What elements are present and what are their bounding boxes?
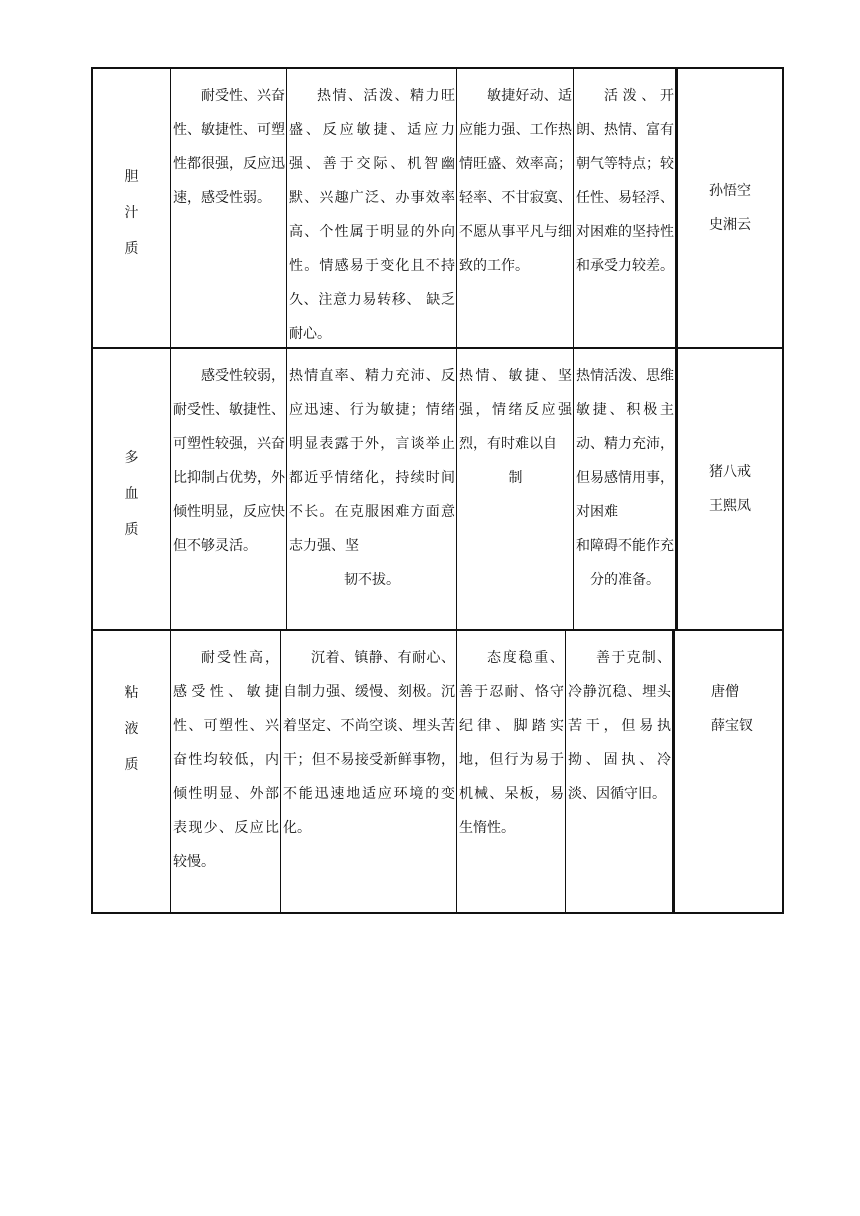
type-char: 多 xyxy=(124,450,139,466)
nervous-trait-text: 感受性较弱，耐受性、敏捷性、可塑性较强，兴奋比抑制占优势，外倾性明显，反应快但不够灵活。 xyxy=(173,368,285,554)
personality-trait-cell xyxy=(573,349,676,629)
character-name: 薛宝钗 xyxy=(711,718,753,734)
work-trait-text: 热情、敏捷、坚强，情绪反应强烈，有时难以自 xyxy=(459,368,572,452)
personality-trait-cell xyxy=(573,69,676,347)
type-char: 血 xyxy=(124,486,139,502)
work-trait-cell xyxy=(456,631,565,912)
temperament-table xyxy=(91,67,784,914)
behavior-trait-cell xyxy=(280,631,456,912)
personality-trait-text: 热情活泼、思维敏捷、积极主动、精力充沛，但易感情用事，对困难 xyxy=(576,368,674,520)
personality-trait-text: 善于克制、冷静沉稳、埋头苦干，但易执拗、固执、冷淡、因循守旧。 xyxy=(568,650,671,802)
behavior-trait-cell xyxy=(286,349,456,629)
table-row xyxy=(93,347,782,629)
character-name: 唐僧 xyxy=(711,684,739,700)
behavior-trait-tail: 韧不拔。 xyxy=(344,572,400,588)
work-trait-text: 敏捷好动、适应能力强、工作热情旺盛、效率高；轻率、不甘寂寞、不愿从事平凡与细致的工作。 xyxy=(459,88,572,274)
temperament-type-cell xyxy=(93,69,170,347)
nervous-trait-text: 耐受性、兴奋性、敏捷性、可塑性都很强，反应迅速，感受性弱。 xyxy=(173,88,285,206)
type-char: 液 xyxy=(124,721,139,737)
nervous-trait-cell xyxy=(170,631,280,912)
nervous-trait-cell xyxy=(170,349,286,629)
work-trait-cell xyxy=(456,69,573,347)
table-row xyxy=(93,67,782,347)
temperament-type-cell xyxy=(93,631,170,912)
type-char: 胆 xyxy=(124,169,139,185)
behavior-trait-cell xyxy=(286,69,456,347)
temperament-type-cell xyxy=(93,349,170,629)
type-char: 汁 xyxy=(124,205,139,221)
character-name: 王熙凤 xyxy=(709,498,751,514)
behavior-trait-text: 热情直率、精力充沛、反应迅速、行为敏捷；情绪明显表露于外，言谈举止都近乎情绪化，持续时间不长。在克服困难方面意志力强、坚 xyxy=(289,368,455,554)
character-name: 史湘云 xyxy=(709,217,751,233)
characters-cell xyxy=(676,349,782,629)
work-trait-cell xyxy=(456,349,573,629)
work-trait-tail: 制 xyxy=(508,470,523,486)
characters-cell xyxy=(673,631,782,912)
work-trait-text: 态度稳重、善于忍耐、恪守纪律、脚踏实地，但行为易于机械、呆板，易生惰性。 xyxy=(459,650,564,836)
type-char: 质 xyxy=(124,522,139,538)
behavior-trait-text: 沉着、镇静、有耐心、自制力强、缓慢、刻极。沉着坚定、不尚空谈、埋头苦干；但不易接受新鲜事物，不能迅速地适应环境的变化。 xyxy=(283,650,455,836)
nervous-trait-text: 耐受性高，感受性、敏捷性、可塑性、兴奋性均较低，内倾性明显、外部表现少、反应比较慢。 xyxy=(173,650,279,870)
table-row xyxy=(93,629,782,914)
type-char: 粘 xyxy=(124,685,139,701)
personality-trait-text: 活泼、开朗、热情、富有朝气等特点；较任性、易轻浮、对困难的坚持性和承受力较差。 xyxy=(576,88,674,274)
character-name: 猪八戒 xyxy=(709,464,751,480)
type-char: 质 xyxy=(124,241,139,257)
personality-trait-cell xyxy=(565,631,673,912)
personality-trait-tail: 和障碍不能作充分的准备。 xyxy=(576,538,674,588)
character-name: 孙悟空 xyxy=(709,183,751,199)
behavior-trait-text: 热情、活泼、精力旺盛、反应敏捷、适应力强、善于交际、机智幽默、兴趣广泛、办事效率高、个性属于明显的外向性。情感易于变化且不持久、注意力易转移、 缺乏耐心。 xyxy=(289,88,455,342)
nervous-trait-cell xyxy=(170,69,286,347)
type-char: 质 xyxy=(124,757,139,773)
characters-cell xyxy=(676,69,782,347)
